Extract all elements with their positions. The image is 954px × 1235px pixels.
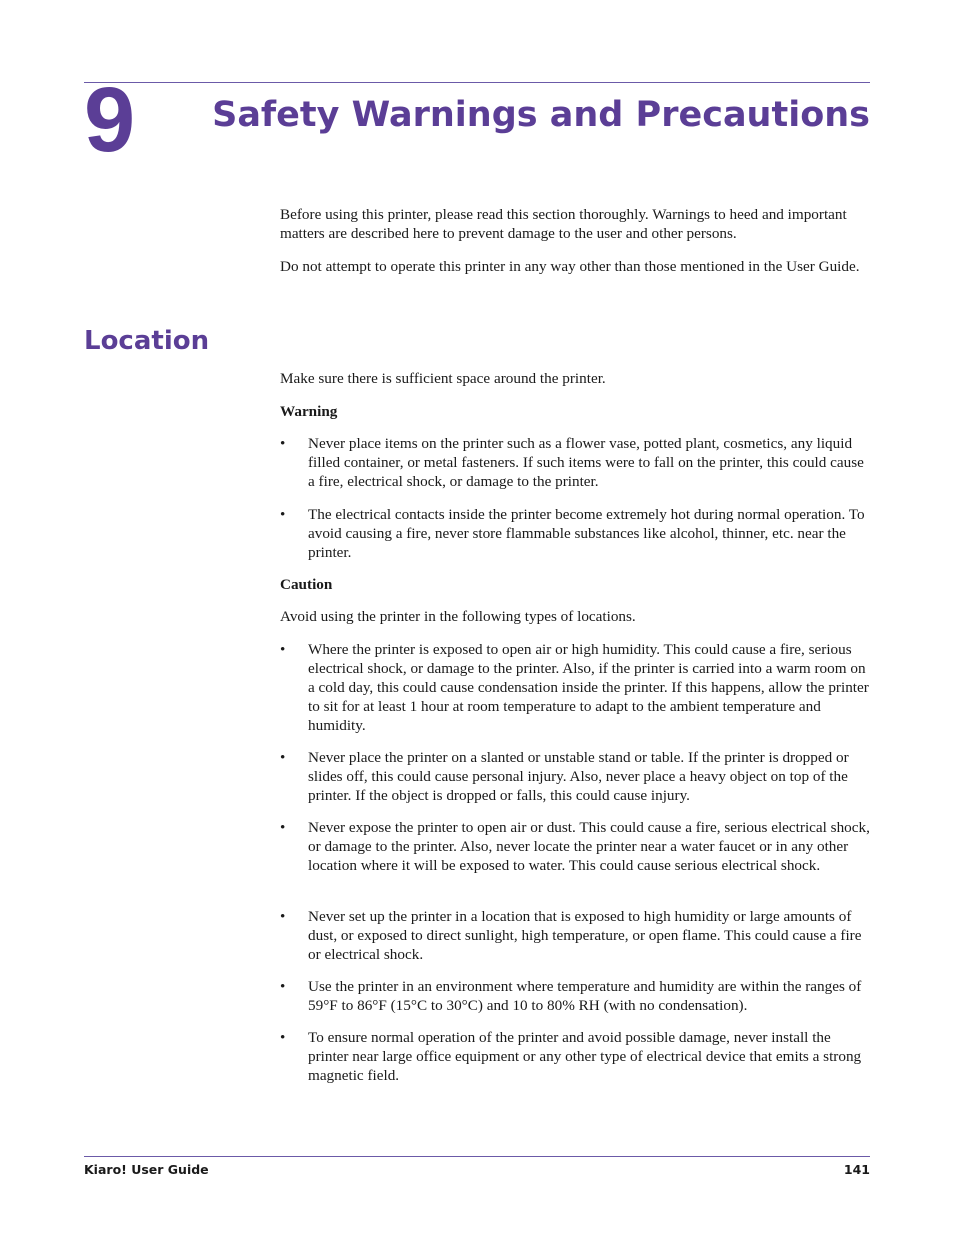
list-item-text: Never place the printer on a slanted or unstable stand or table. If the printer is dropped or slides off, this could cause personal injury. Also, never place a heavy object on top of the printer. If the object is dropped or falls, this could cause injury. — [308, 749, 849, 804]
list-item-text: Never set up the printer in a location that is exposed to high humidity or large amounts of dust, or exposed to direct sunlight, high temperature, or open flame. This could cause a fire or electrical shock. — [308, 908, 862, 963]
caution-item-6 — [280, 1028, 872, 1085]
warning-label-block — [280, 402, 872, 421]
intro-paragraph-1: Before using this printer, please read this section thoroughly. Warnings to heed and important matters are described here to prevent damage to the user and other persons. — [280, 206, 847, 242]
list-item — [280, 818, 872, 875]
list-item-text: Where the printer is exposed to open air or high humidity. This could cause a fire, serious electrical shock, or damage to the printer. Also, if the printer is carried into a warm room on a cold day, this could cause condensation inside the printer. If this happens, allow the printer to sit for at least 1 hour at room temperature to adapt to the ambient temperature and humidity. — [308, 641, 869, 734]
warning-list — [280, 434, 872, 491]
caution-item-1 — [280, 640, 872, 735]
warning-list-2 — [280, 505, 872, 562]
header-rule — [84, 82, 870, 83]
bullet-icon: • — [280, 978, 286, 995]
section-heading-location: Location — [84, 326, 210, 356]
list-item — [280, 748, 872, 805]
chapter-title: Safety Warnings and Precautions — [212, 95, 870, 135]
caution-label-block — [280, 575, 872, 594]
bullet-icon: • — [280, 1029, 286, 1046]
bullet-icon: • — [280, 506, 286, 523]
list-item — [280, 977, 872, 1015]
caution-item-2 — [280, 748, 872, 805]
list-item-text: To ensure normal operation of the printer and avoid possible damage, never install the printer near large office equipment or any other type of electrical device that emits a strong magnetic field. — [308, 1029, 862, 1084]
caution-item-3 — [280, 818, 872, 875]
bullet-icon: • — [280, 641, 286, 658]
list-item — [280, 505, 872, 562]
location-lead-text: Make sure there is sufficient space around the printer. — [280, 370, 606, 387]
list-item-text: Use the printer in an environment where temperature and humidity are within the ranges of 59°F to 86°F (15°C to 30°C) and 10 to 80% RH (with no condensation). — [308, 978, 862, 1014]
warning-label: Warning — [280, 403, 338, 420]
bullet-icon: • — [280, 819, 286, 836]
chapter-number: 9 — [84, 69, 134, 171]
location-lead — [280, 369, 872, 388]
footer-rule — [84, 1156, 870, 1157]
bullet-icon: • — [280, 908, 286, 925]
footer-page-number: 141 — [843, 1162, 870, 1177]
list-item-text: Never expose the printer to open air or dust. This could cause a fire, serious electrical shock, or damage to the printer. Also, never locate the printer near a water faucet or in any other location where it will be exposed to water. This could cause serious electrical shock. — [308, 819, 870, 874]
list-item-text: Never place items on the printer such as a flower vase, potted plant, cosmetics, any liquid filled container, or metal fasteners. If such items were to fall on the printer, this could cause a fire, electrical shock, or damage to the printer. — [308, 435, 864, 490]
list-item — [280, 640, 872, 735]
caution-lead — [280, 607, 872, 626]
intro-section — [280, 205, 872, 276]
caution-label: Caution — [280, 576, 333, 593]
footer-guide-name: Kiaro! User Guide — [84, 1162, 209, 1177]
bullet-icon: • — [280, 749, 286, 766]
intro-paragraph-2: Do not attempt to operate this printer in any way other than those mentioned in the User Guide. — [280, 258, 860, 275]
list-item-text: The electrical contacts inside the printer become extremely hot during normal operation. To avoid causing a fire, never store flammable substances like alcohol, thinner, etc. near the printer. — [308, 506, 865, 561]
list-item — [280, 434, 872, 491]
list-item — [280, 1028, 872, 1085]
caution-lead-text: Avoid using the printer in the following types of locations. — [280, 608, 636, 625]
bullet-icon: • — [280, 435, 286, 452]
caution-item-4 — [280, 907, 872, 964]
caution-item-5 — [280, 977, 872, 1015]
list-item — [280, 907, 872, 964]
